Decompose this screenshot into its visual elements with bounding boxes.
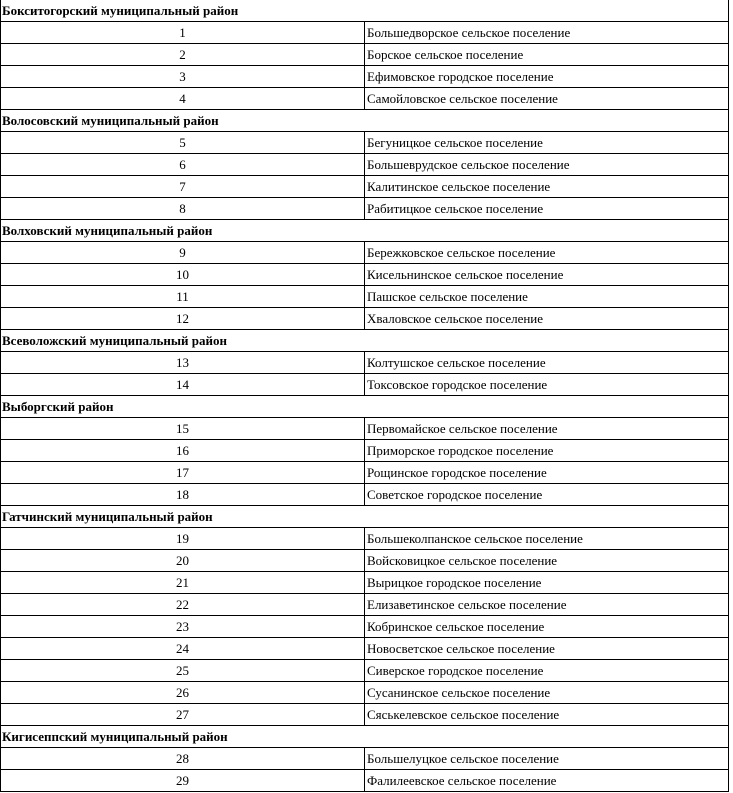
settlement-number: 13 xyxy=(1,352,365,374)
district-name: Всеволожский муниципальный район xyxy=(1,330,729,352)
settlement-row xyxy=(1,242,729,264)
settlement-number: 27 xyxy=(1,704,365,726)
district-row xyxy=(1,726,729,748)
district-name: Волосовский муниципальный район xyxy=(1,110,729,132)
settlement-name: Большеврудское сельское поселение xyxy=(365,154,729,176)
district-row xyxy=(1,396,729,418)
settlement-row xyxy=(1,286,729,308)
district-row xyxy=(1,330,729,352)
settlement-number: 23 xyxy=(1,616,365,638)
settlement-row xyxy=(1,748,729,770)
settlement-number: 6 xyxy=(1,154,365,176)
settlement-name: Елизаветинское сельское поселение xyxy=(365,594,729,616)
settlement-name: Фалилеевское сельское поселение xyxy=(365,770,729,792)
settlement-row xyxy=(1,660,729,682)
district-row xyxy=(1,110,729,132)
settlement-name: Самойловское сельское поселение xyxy=(365,88,729,110)
settlement-row xyxy=(1,638,729,660)
settlement-name: Сяськелевское сельское поселение xyxy=(365,704,729,726)
settlement-number: 20 xyxy=(1,550,365,572)
district-row xyxy=(1,220,729,242)
settlement-row xyxy=(1,572,729,594)
settlement-row xyxy=(1,682,729,704)
settlement-number: 11 xyxy=(1,286,365,308)
district-row xyxy=(1,0,729,22)
settlement-row xyxy=(1,66,729,88)
settlement-row xyxy=(1,770,729,792)
settlement-row xyxy=(1,704,729,726)
settlement-name: Приморское городское поселение xyxy=(365,440,729,462)
settlement-name: Большелуцкое сельское поселение xyxy=(365,748,729,770)
settlement-row xyxy=(1,594,729,616)
settlement-number: 4 xyxy=(1,88,365,110)
settlement-name: Советское городское поселение xyxy=(365,484,729,506)
settlement-name: Калитинское сельское поселение xyxy=(365,176,729,198)
district-name: Гатчинский муниципальный район xyxy=(1,506,729,528)
settlement-name: Токсовское городское поселение xyxy=(365,374,729,396)
settlement-name: Большеколпанское сельское поселение xyxy=(365,528,729,550)
settlement-number: 2 xyxy=(1,44,365,66)
settlement-number: 14 xyxy=(1,374,365,396)
settlement-row xyxy=(1,352,729,374)
settlement-number: 15 xyxy=(1,418,365,440)
settlement-number: 8 xyxy=(1,198,365,220)
settlement-number: 25 xyxy=(1,660,365,682)
settlement-row xyxy=(1,264,729,286)
settlement-name: Борское сельское поселение xyxy=(365,44,729,66)
settlement-number: 5 xyxy=(1,132,365,154)
settlement-row xyxy=(1,462,729,484)
settlement-row xyxy=(1,22,729,44)
settlement-number: 10 xyxy=(1,264,365,286)
settlement-number: 21 xyxy=(1,572,365,594)
district-name: Кигисеппский муниципальный район xyxy=(1,726,729,748)
settlement-name: Бегуницкое сельское поселение xyxy=(365,132,729,154)
settlement-number: 26 xyxy=(1,682,365,704)
district-name: Бокситогорский муниципальный район xyxy=(1,0,729,22)
settlement-number: 9 xyxy=(1,242,365,264)
settlement-name: Кисельнинское сельское поселение xyxy=(365,264,729,286)
settlement-name: Рощинское городское поселение xyxy=(365,462,729,484)
district-name: Выборгский район xyxy=(1,396,729,418)
settlement-row xyxy=(1,440,729,462)
settlement-name: Войсковицкое сельское поселение xyxy=(365,550,729,572)
settlement-number: 12 xyxy=(1,308,365,330)
settlement-number: 18 xyxy=(1,484,365,506)
settlement-row xyxy=(1,176,729,198)
district-row xyxy=(1,506,729,528)
settlement-row xyxy=(1,374,729,396)
settlement-name: Кобринское сельское поселение xyxy=(365,616,729,638)
settlement-number: 7 xyxy=(1,176,365,198)
settlement-number: 22 xyxy=(1,594,365,616)
settlement-name: Сиверское городское поселение xyxy=(365,660,729,682)
settlement-number: 1 xyxy=(1,22,365,44)
settlement-number: 17 xyxy=(1,462,365,484)
settlement-name: Колтушское сельское поселение xyxy=(365,352,729,374)
settlement-row xyxy=(1,198,729,220)
settlement-row xyxy=(1,154,729,176)
settlement-row xyxy=(1,616,729,638)
settlement-name: Большедворское сельское поселение xyxy=(365,22,729,44)
district-name: Волховский муниципальный район xyxy=(1,220,729,242)
settlement-row xyxy=(1,132,729,154)
settlement-number: 19 xyxy=(1,528,365,550)
settlement-name: Сусанинское сельское поселение xyxy=(365,682,729,704)
settlement-name: Хваловское сельское поселение xyxy=(365,308,729,330)
settlement-name: Новосветское сельское поселение xyxy=(365,638,729,660)
settlement-name: Рабитицкое сельское поселение xyxy=(365,198,729,220)
settlement-row xyxy=(1,44,729,66)
settlement-number: 3 xyxy=(1,66,365,88)
settlement-name: Пашское сельское поселение xyxy=(365,286,729,308)
settlement-number: 29 xyxy=(1,770,365,792)
settlement-name: Вырицкое городское поселение xyxy=(365,572,729,594)
settlements-table-body xyxy=(1,0,729,792)
settlement-number: 16 xyxy=(1,440,365,462)
settlement-row xyxy=(1,528,729,550)
settlement-row xyxy=(1,550,729,572)
settlement-row xyxy=(1,88,729,110)
settlement-row xyxy=(1,484,729,506)
settlement-name: Первомайское сельское поселение xyxy=(365,418,729,440)
settlement-name: Ефимовское городское поселение xyxy=(365,66,729,88)
settlement-row xyxy=(1,308,729,330)
settlement-number: 28 xyxy=(1,748,365,770)
settlement-number: 24 xyxy=(1,638,365,660)
settlement-name: Бережковское сельское поселение xyxy=(365,242,729,264)
settlement-row xyxy=(1,418,729,440)
